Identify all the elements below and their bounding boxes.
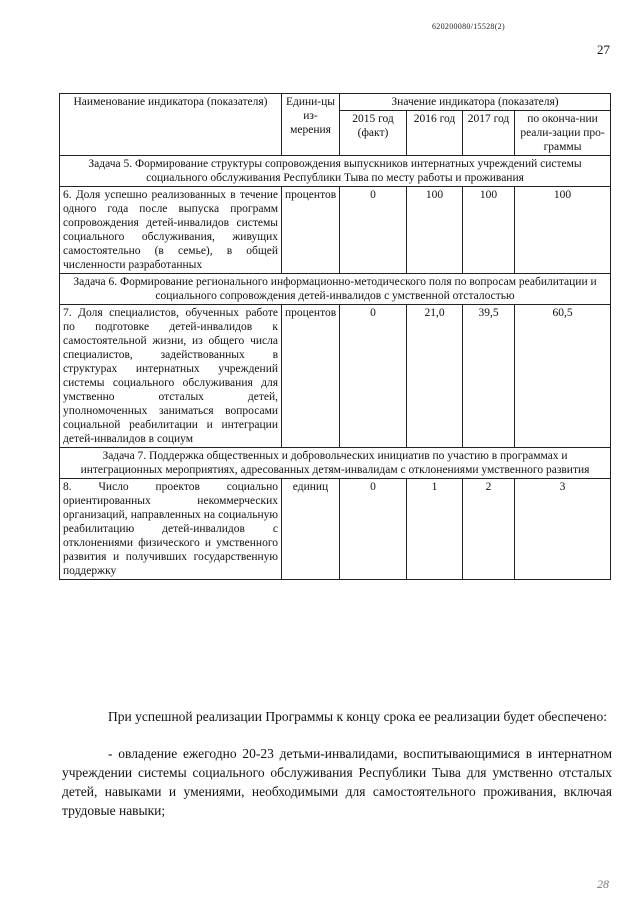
- table-row: [60, 479, 611, 580]
- header-indicator-name: Наименование индикатора (показателя): [60, 94, 282, 156]
- indicator-table: [59, 93, 611, 580]
- paragraph-outcome-intro: При успешной реализации Программы к концу срока ее реализации будет обеспечено:: [108, 709, 608, 724]
- table-row: [60, 305, 611, 448]
- indicator-6-end: 100: [515, 187, 611, 274]
- header-year-2017: 2017 год: [463, 111, 515, 156]
- table-header-row: [60, 94, 611, 111]
- indicator-6-unit: процентов: [282, 187, 340, 274]
- indicator-7-unit: процентов: [282, 305, 340, 448]
- task-6-title: Задача 6. Формирование регионального информационно-методического поля по вопросам реабилитации и социального сопровождения детей-инвалидов с умственной отсталостью: [60, 274, 611, 305]
- indicator-6-2015: 0: [340, 187, 407, 274]
- indicator-8-2017: 2: [463, 479, 515, 580]
- handwritten-mark: 28: [597, 877, 609, 891]
- header-year-2016: 2016 год: [407, 111, 463, 156]
- task-7-title: Задача 7. Поддержка общественных и добровольческих инициатив по участию в программах и интеграционных мероприятиях, адресованных детям-инвалидам с отклонениями умственного развития: [60, 448, 611, 479]
- task-row: [60, 274, 611, 305]
- header-program-end: по оконча-нии реали-зации про-граммы: [515, 111, 611, 156]
- indicator-7-end: 60,5: [515, 305, 611, 448]
- task-row: [60, 156, 611, 187]
- indicator-8-name: 8. Число проектов социально ориентированных некоммерческих организаций, направленных на социальную реабилитацию детей-инвалидов с отклонениями физического и умственного развития и получивших государственную поддержку: [60, 479, 282, 580]
- table-row: [60, 187, 611, 274]
- indicator-7-name: 7. Доля специалистов, обученных работе по подготовке детей-инвалидов к самостоятельной жизни, из общего числа специалистов, задействованных в структурах интернатных учреждений системы социального обслуживания для умственно отсталых детей, уполномоченных заниматься вопросами социальной реабилитации и интеграции детей-инвалидов в социум: [60, 305, 282, 448]
- indicator-7-2016: 21,0: [407, 305, 463, 448]
- indicator-6-name: 6. Доля успешно реализованных в течение одного года после выпуска программ сопровождения детей-инвалидов системы социального обслуживания, живущих самостоятельно (в семье), в общей численности разработанных: [60, 187, 282, 274]
- header-values: Значение индикатора (показателя): [340, 94, 611, 111]
- task-row: [60, 448, 611, 479]
- task-5-title: Задача 5. Формирование структуры сопровождения выпускников интернатных учреждений системы социального обслуживания Республики Тыва по месту работы и проживания: [60, 156, 611, 187]
- paragraph-outcome-item: - овладение ежегодно 20-23 детьми-инвалидами, воспитывающимися в интернатном учреждении системы социального обслуживания Республики Тыва для умственно отсталых детей, навыками и умениями, необходимыми для самостоятельного проживания, включая трудовые навыки;: [62, 746, 612, 818]
- page-number: 27: [597, 42, 610, 57]
- indicator-6-2016: 100: [407, 187, 463, 274]
- indicator-6-2017: 100: [463, 187, 515, 274]
- indicator-8-2016: 1: [407, 479, 463, 580]
- document-code: 620200080/15528(2): [432, 22, 505, 31]
- header-unit: Едини-цы из-мерения: [282, 94, 340, 156]
- header-year-2015: 2015 год (факт): [340, 111, 407, 156]
- indicator-8-2015: 0: [340, 479, 407, 580]
- indicator-8-unit: единиц: [282, 479, 340, 580]
- indicator-7-2015: 0: [340, 305, 407, 448]
- indicator-7-2017: 39,5: [463, 305, 515, 448]
- indicator-8-end: 3: [515, 479, 611, 580]
